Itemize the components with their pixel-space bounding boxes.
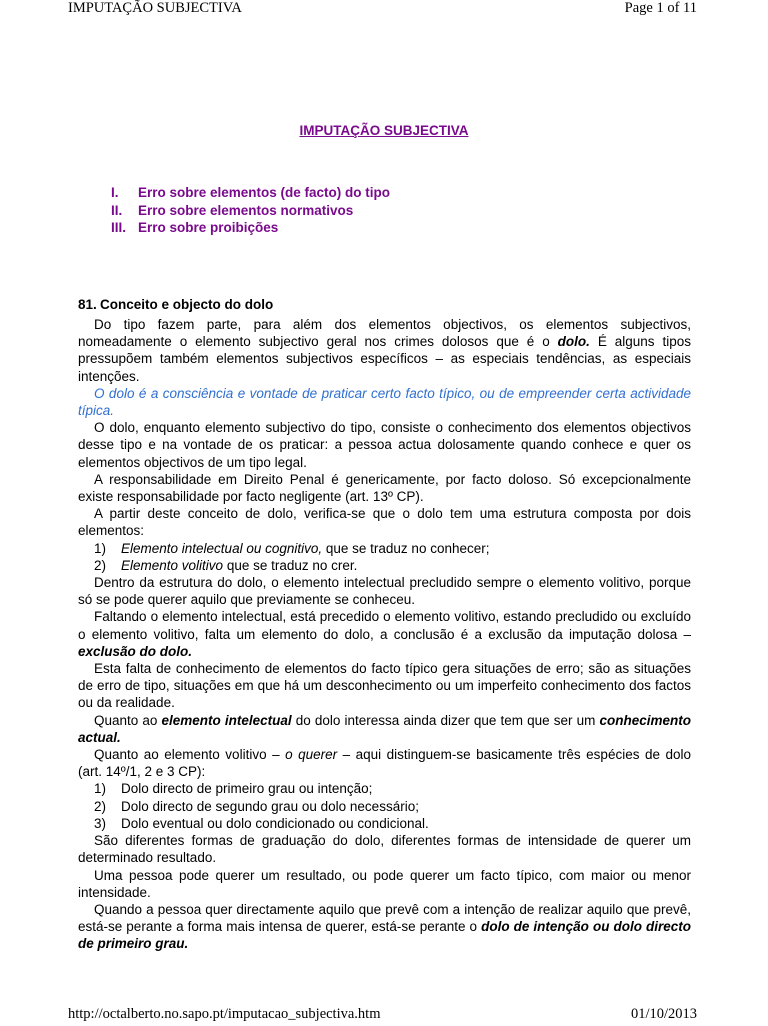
footer-url[interactable]: http://octalberto.no.sapo.pt/imputacao_subjectiva.htm (68, 1006, 381, 1022)
section-heading (78, 297, 273, 312)
paragraph: Quanto ao elemento volitivo – o querer – aqui distinguem-se basicamente três espécies de dolo (art. 14º/1, 2 e 3 CP): (78, 747, 691, 780)
header-title: IMPUTAÇÃO SUBJECTIVA (68, 0, 242, 16)
definition-paragraph: O dolo é a consciência e vontade de praticar certo facto típico, ou de empreender certa actividade típica. (78, 385, 691, 419)
body-text (78, 316, 691, 953)
paragraph: A partir deste conceito de dolo, verifica-se que o dolo tem uma estrutura composta por dois elementos: (78, 506, 691, 539)
list-item: 3) Dolo eventual ou dolo condicionado ou condicional. (94, 815, 429, 831)
list-item: 1) Elemento intelectual ou cognitivo, que se traduz no conhecer; (94, 540, 490, 556)
paragraph: Faltando o elemento intelectual, está precedido o elemento volitivo, estando precludido ou excluído o elemento volitivo, falta um elemento do dolo, a conclusão é a exclusão da imputação dolosa – exclusão do dolo. (78, 609, 691, 659)
paragraph: Quanto ao elemento intelectual do dolo interessa ainda dizer que tem que ser um conhecimento actual. (78, 712, 691, 745)
list-item: 2) Elemento volitivo que se traduz no crer. (94, 557, 358, 573)
paragraph: O dolo, enquanto elemento subjectivo do tipo, consiste o conhecimento dos elementos objectivos desse tipo e na vontade de os praticar: a pessoa actua dolosamente quando conhece e quer os elementos objectivos de um tipo legal. (78, 420, 691, 470)
document-title: IMPUTAÇÃO SUBJECTIVA (299, 123, 469, 138)
list-item: 1) Dolo directo de primeiro grau ou intenção; (94, 781, 373, 797)
page-header (0, 0, 768, 20)
paragraph: Do tipo fazem parte, para além dos elementos objectivos, os elementos subjectivos, nomeadamente o elemento subjectivo geral nos crimes dolosos que é o dolo. É alguns tipos pressupõem também elementos subjectivos específicos – as especiais tendências, as especiais intenções. (78, 317, 691, 384)
table-of-contents (111, 184, 390, 237)
list-item: 2) Dolo directo de segundo grau ou dolo necessário; (94, 798, 419, 814)
paragraph: São diferentes formas de graduação do dolo, diferentes formas de intensidade de querer um determinado resultado. (78, 833, 691, 866)
paragraph: Dentro da estrutura do dolo, o elemento intelectual precludido sempre o elemento volitivo, porque só se pode querer aquilo que previamente se conheceu. (78, 575, 691, 608)
paragraph: A responsabilidade em Direito Penal é genericamente, por facto doloso. Só excepcionalmente existe responsabilidade por facto negligente (art. 13º CP). (78, 471, 691, 505)
section-title: Conceito e objecto do dolo (100, 297, 274, 312)
toc-item: I. Erro sobre elementos (de facto) do tipo (111, 185, 391, 200)
header-page-number: Page 1 of 11 (624, 0, 697, 16)
footer-date: 01/10/2013 (630, 1006, 697, 1022)
section-number: 81. (78, 297, 97, 312)
paragraph: Uma pessoa pode querer um resultado, ou pode querer um facto típico, com maior ou menor intensidade. (78, 867, 691, 900)
toc-item: III. Erro sobre proibições (111, 220, 279, 235)
page-footer (0, 1006, 768, 1026)
paragraph: Quando a pessoa quer directamente aquilo que prevê com a intenção de realizar aquilo que prevê, está-se perante a forma mais intensa de querer, está-se perante o dolo de intenção ou dolo directo de primeiro grau. (78, 901, 692, 952)
paragraph: Esta falta de conhecimento de elementos do facto típico gera situações de erro; são as situações de erro de tipo, situações em que há um desconhecimento ou um imperfeito conhecimento dos factos ou da realidade. (78, 661, 691, 711)
toc-item: II. Erro sobre elementos normativos (111, 202, 354, 218)
